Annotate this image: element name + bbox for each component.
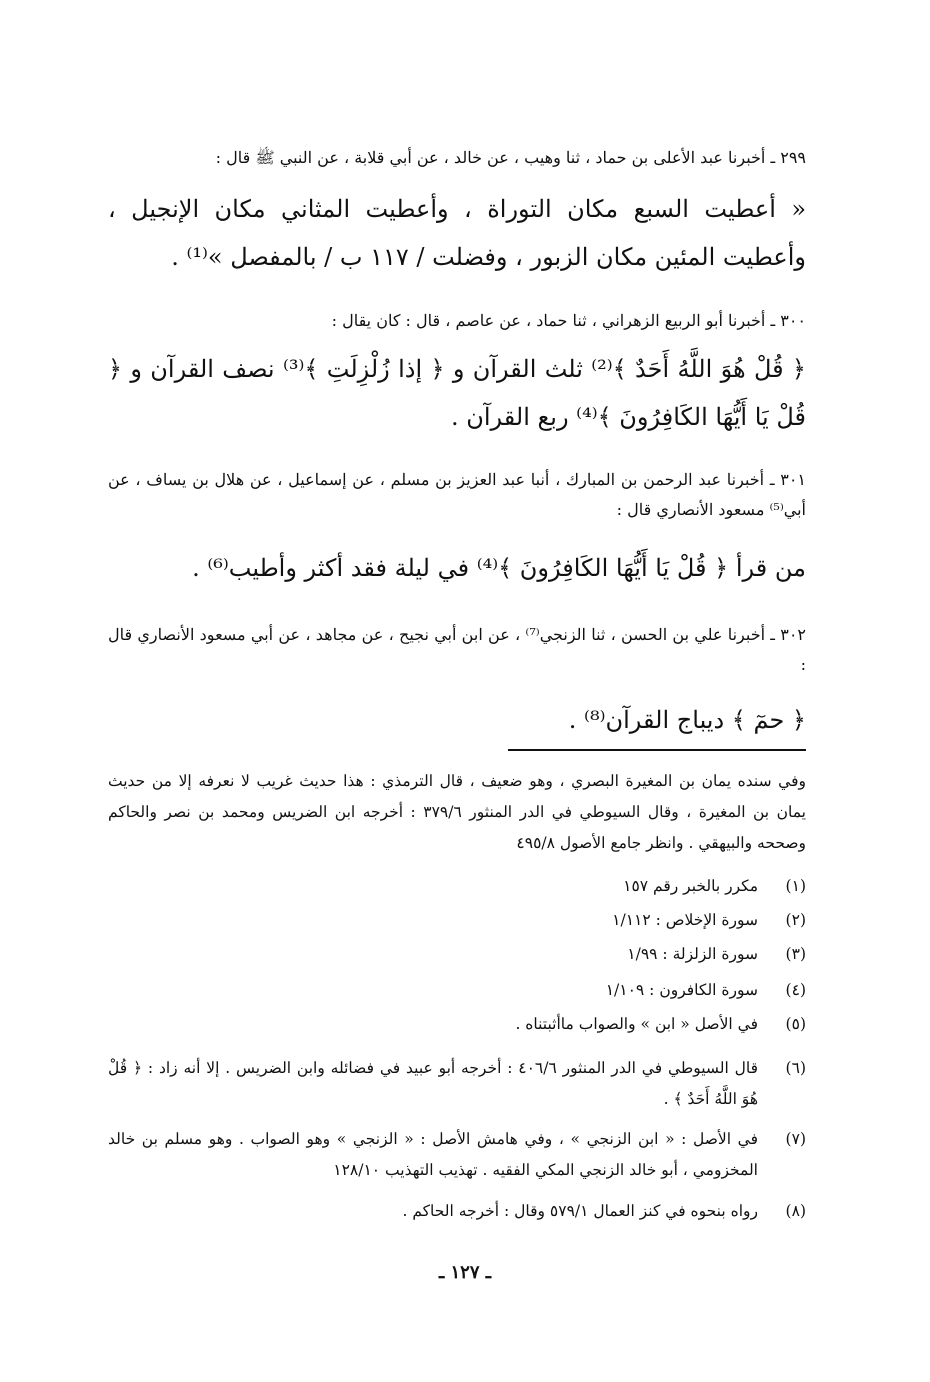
footnote-mark: (٧) (785, 1130, 806, 1148)
hadith-301-isnad: ٣٠١ ـ أخبرنا عبد الرحمن بن المبارك ، أنبا عبد العزيز بن مسلم ، عن إسماعيل ، عن هلال بن يساف ، عن أبي⁽⁵⁾ مسعود الأنصاري قال : (108, 470, 806, 519)
footnote-continuation: وفي سنده يمان بن المغيرة البصري ، وهو ضعيف ، قال الترمذي : هذا حديث غريب لا نعرفه إلا من حديث يمان بن المغيرة ، وقال السيوطي في الدر المنثور ٣٧٩/٦ : أخرجه ابن الضريس ومحمد بن نصر والحاكم وصححه والبيهقي . وانظر جامع الأصول ٤٩٥/٨ (108, 772, 806, 852)
footnote-mark: (٨) (785, 1202, 806, 1220)
footnote-5 (108, 1009, 806, 1040)
hadith-299-isnad: ٢٩٩ ـ أخبرنا عبد الأعلى بن حماد ، ثنا وهيب ، عن خالد ، عن أبي قلابة ، عن النبي ﷺ قال : (215, 148, 806, 167)
footnote-3 (108, 939, 806, 970)
footnote-text: في الأصل : « ابن الزنجي » ، وفي هامش الأصل : « الزنجي » وهو الصواب . وهو مسلم بن خالد المخزومي ، أبو خالد الزنجي المكي الفقيه . تهذيب التهذيب ١٢٨/١٠ (108, 1130, 758, 1179)
footnote-4 (108, 975, 806, 1006)
footnote-mark: (٥) (785, 1015, 806, 1033)
footnote-text: قال السيوطي في الدر المنثور ٤٠٦/٦ : أخرجه أبو عبيد في فضائله وابن الضريس . إلا أنه زاد : ﴿ قُلْ هُوَ اللَّهُ أَحَدٌ ﴾ . (108, 1059, 758, 1108)
footnote-1 (108, 871, 806, 902)
footnote-6 (108, 1053, 806, 1115)
footnote-text: رواه بنحوه في كنز العمال ٥٧٩/١ وقال : أخرجه الحاكم . (402, 1202, 758, 1220)
hadith-301-matn: من قرأ ﴿ قُلْ يَا أَيُّهَا الكَافِرُونَ ﴾⁽⁴⁾ في ليلة فقد أكثر وأطيب⁽⁶⁾ . (192, 554, 806, 582)
footnote-text: مكرر بالخبر رقم ١٥٧ (623, 877, 758, 895)
footnote-text: سورة الكافرون : ١/١٠٩ (605, 981, 758, 999)
footnote-separator (508, 749, 806, 751)
footnote-mark: (١) (785, 877, 806, 895)
hadith-302-matn: ﴿ حمٓ ﴾ ديباج القرآن⁽⁸⁾ . (568, 706, 806, 734)
hadith-302-isnad: ٣٠٢ ـ أخبرنا علي بن الحسن ، ثنا الزنجي⁽⁷⁾ ، عن ابن أبي نجيح ، عن مجاهد ، عن أبي مسعود الأنصاري قال : (108, 625, 806, 674)
footnote-mark: (٦) (785, 1059, 806, 1077)
footnote-text: سورة الزلزلة : ١/٩٩ (627, 945, 758, 963)
book-page (108, 0, 806, 1382)
hadith-300-isnad: ٣٠٠ ـ أخبرنا أبو الربيع الزهراني ، ثنا حماد ، عن عاصم ، قال : كان يقال : (331, 311, 806, 330)
footnote-text: سورة الإخلاص : ١/١١٢ (612, 911, 758, 929)
hadith-300-matn: ﴿ قُلْ هُوَ اللَّهُ أَحَدٌ ﴾⁽²⁾ ثلث القرآن و ﴿ إذا زُلْزِلَتِ ﴾⁽³⁾ نصف القرآن و ﴿ قُلْ يَا أَيُّهَا الكَافِرُونَ ﴾⁽⁴⁾ ربع القرآن . (108, 355, 806, 431)
footnote-mark: (٤) (785, 981, 806, 999)
footnote-mark: (٢) (785, 911, 806, 929)
footnote-2 (108, 905, 806, 936)
footnote-text: في الأصل « ابن » والصواب ماأثبتناه . (515, 1015, 758, 1033)
footnote-7 (108, 1124, 806, 1186)
footnote-mark: (٣) (785, 945, 806, 963)
hadith-299-matn: « أعطيت السبع مكان التوراة ، وأعطيت المثاني مكان الإنجيل ، وأعطيت المئين مكان الزبور ، وفضلت / ١١٧ ب / بالمفصل »⁽¹⁾ . (108, 195, 806, 271)
page-number: ـ ١٢٧ ـ (438, 1262, 492, 1283)
footnote-8 (108, 1196, 806, 1227)
